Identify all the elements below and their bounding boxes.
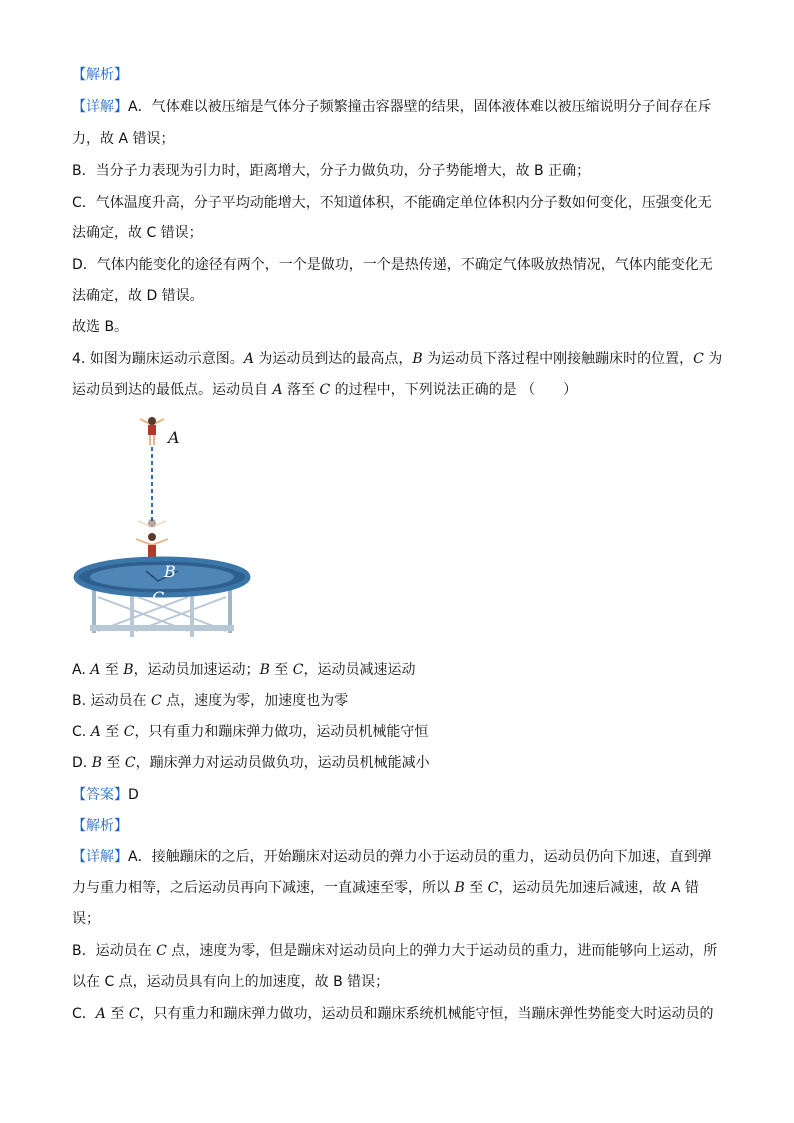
- option-b: B. 运动员在 C 点，速度为零，加速度也为零: [72, 693, 349, 709]
- trampoline-figure: [72, 405, 252, 645]
- detail-line-3: B．当分子力表现为引力时，距离增大，分子力做负功，分子势能增大，故 B 正确；: [72, 163, 591, 179]
- detail2-line-2: 力与重力相等，之后运动员再向下减速，一直减速至零，所以 B 至 C，运动员先加速后减速，故 A 错: [72, 880, 699, 896]
- athlete-ghost-icon: [138, 519, 166, 527]
- detail-line-5: 法确定，故 C 错误；: [72, 225, 203, 241]
- detail2-line-4: B．运动员在 C 点，速度为零，但是蹦床对运动员向上的弹力大于运动员的重力，进而能够向上运动，所: [72, 943, 718, 959]
- option-c: C. A 至 C，只有重力和蹦床弹力做功，运动员机械能守恒: [72, 724, 429, 740]
- detail2-line-6: C．A 至 C，只有重力和蹦床弹力做功，运动员和蹦床系统机械能守恒，当蹦床弹性势能变大时运动员的: [72, 1006, 714, 1022]
- answer-line: [72, 785, 722, 805]
- detail-line-1: 【详解】A．气体难以被压缩是气体分子频繁撞击容器壁的结果，固体液体难以被压缩说明分子间存在斥: [72, 99, 712, 115]
- detail-line-6: D．气体内能变化的途径有两个，一个是做功，一个是热传递，不确定气体吸放热情况，气体内能变化无: [72, 257, 713, 273]
- conclusion-line: 故选 B。: [72, 319, 129, 335]
- detail-tag: 【详解】: [72, 99, 128, 115]
- trampoline-diagram: [72, 405, 252, 645]
- detail2-line-3: 误；: [72, 911, 100, 927]
- analysis-heading-2: 【解析】: [72, 818, 128, 834]
- label-b: B: [164, 562, 176, 581]
- detail2-line-1: 【详解】A．接触蹦床的之后，开始蹦床对运动员的弹力小于运动员的重力，运动员仍向下加速，直到弹: [72, 849, 712, 865]
- question-line-1: 4. 如图为蹦床运动示意图。A 为运动员到达的最高点，B 为运动员下落过程中刚接触蹦床时的位置，C 为: [72, 351, 723, 367]
- detail-line-7: 法确定，故 D 错误。: [72, 288, 204, 304]
- label-a: A: [168, 428, 180, 447]
- detail-line-2: 力，故 A 错误；: [72, 131, 175, 147]
- answer-tag: 【答案】: [72, 787, 128, 803]
- answer-value: D: [128, 787, 139, 803]
- detail2-line-5: 以在 C 点，运动员具有向上的加速度，故 B 错误；: [72, 974, 390, 990]
- question-line-2: 运动员到达的最低点。运动员自 A 落至 C 的过程中，下列说法正确的是 （ ）: [72, 382, 578, 398]
- label-c: C: [152, 588, 165, 607]
- option-a: A. A 至 B，运动员加速运动；B 至 C，运动员减速运动: [72, 662, 416, 678]
- analysis-heading: 【解析】: [72, 67, 128, 83]
- athlete-at-top-icon: [140, 417, 164, 445]
- detail-line-4: C．气体温度升高，分子平均动能增大，不知道体积，不能确定单位体积内分子数如何变化，压强变化无: [72, 195, 712, 211]
- option-d: D. B 至 C，蹦床弹力对运动员做负功，运动员机械能减小: [72, 755, 430, 771]
